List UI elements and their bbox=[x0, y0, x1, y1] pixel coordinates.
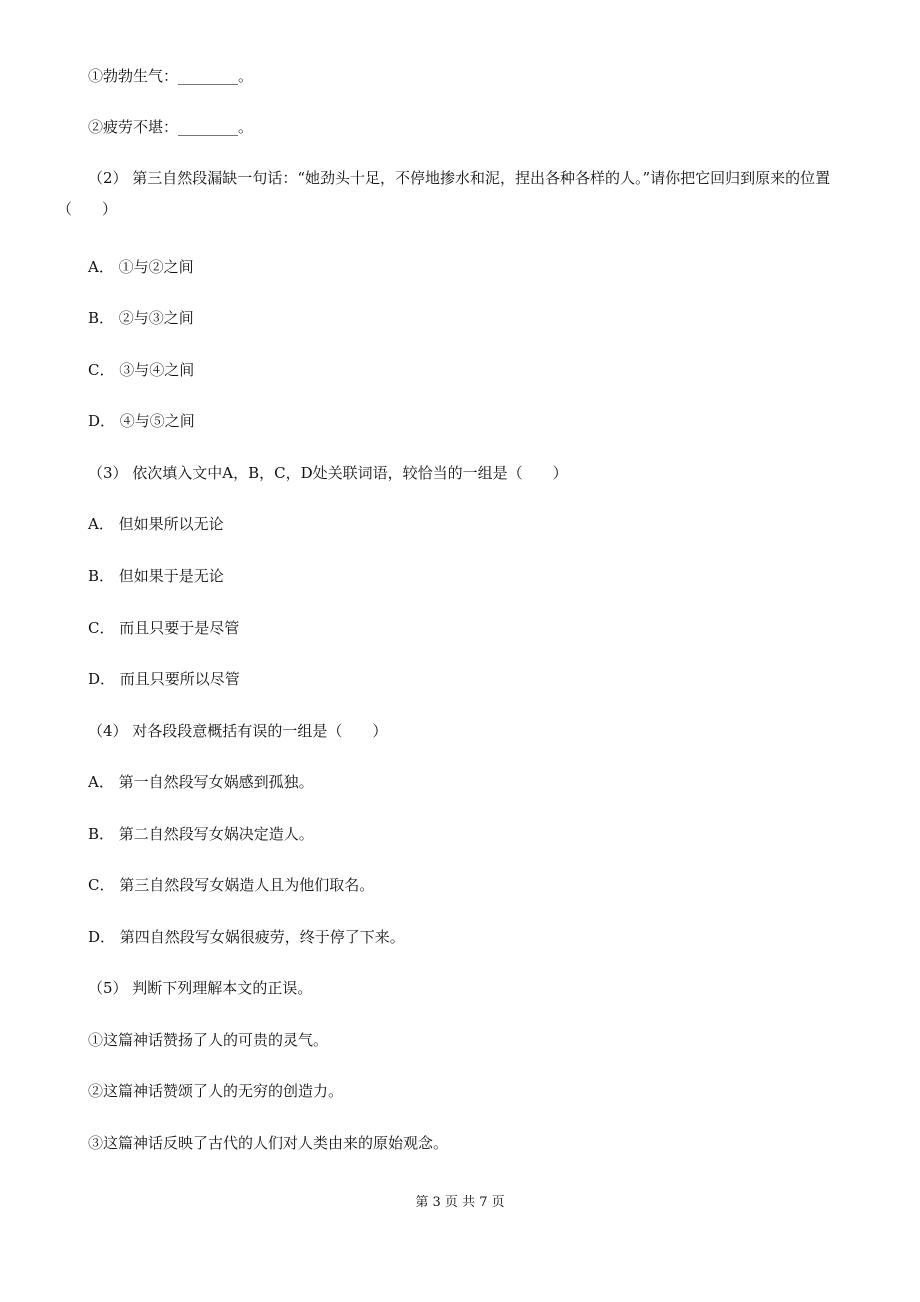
q5-item-1: ①这篇神话赞扬了人的可贵的灵气。 bbox=[88, 1031, 329, 1049]
q2-option-a: A． ①与②之间 bbox=[88, 258, 194, 276]
q3-stem: （3） 依次填入文中A，B，C，D处关联词语，较恰当的一组是（ ） bbox=[88, 464, 568, 482]
q4-option-c: C． 第三自然段写女娲造人且为他们取名。 bbox=[88, 876, 375, 894]
q5-item-2: ②这篇神话赞颂了人的无穷的创造力。 bbox=[88, 1082, 344, 1100]
q4-option-b: B． 第二自然段写女娲决定造人。 bbox=[88, 825, 314, 843]
q2-stem: （2） 第三自然段漏缺一句话：“她劲头十足，不停地掺水和泥，捏出各种各样的人。”请你把它回归到原来的位置（ ） bbox=[57, 169, 831, 218]
q1-item-2: ②疲劳不堪：________。 bbox=[88, 118, 254, 136]
q2-option-c: C． ③与④之间 bbox=[88, 361, 195, 379]
q3-option-b: B． 但如果于是无论 bbox=[88, 567, 224, 585]
q3-option-c: C． 而且只要于是尽管 bbox=[88, 619, 240, 637]
q3-option-d: D． 而且只要所以尽管 bbox=[88, 670, 240, 688]
q4-option-a: A． 第一自然段写女娲感到孤独。 bbox=[88, 773, 314, 791]
q4-option-d: D． 第四自然段写女娲很疲劳，终于停了下来。 bbox=[88, 928, 405, 946]
q3-option-a: A． 但如果所以无论 bbox=[88, 515, 224, 533]
q4-stem: （4） 对各段段意概括有误的一组是（ ） bbox=[88, 722, 388, 740]
q2-option-d: D． ④与⑤之间 bbox=[88, 412, 195, 430]
q2-option-b: B． ②与③之间 bbox=[88, 309, 194, 327]
q5-stem: （5） 判断下列理解本文的正误。 bbox=[88, 979, 313, 997]
q1-item-1: ①勃勃生气：________。 bbox=[88, 67, 254, 85]
q5-item-3: ③这篇神话反映了古代的人们对人类由来的原始观念。 bbox=[88, 1134, 449, 1152]
page-footer: 第 3 页 共 7 页 bbox=[415, 1195, 505, 1210]
